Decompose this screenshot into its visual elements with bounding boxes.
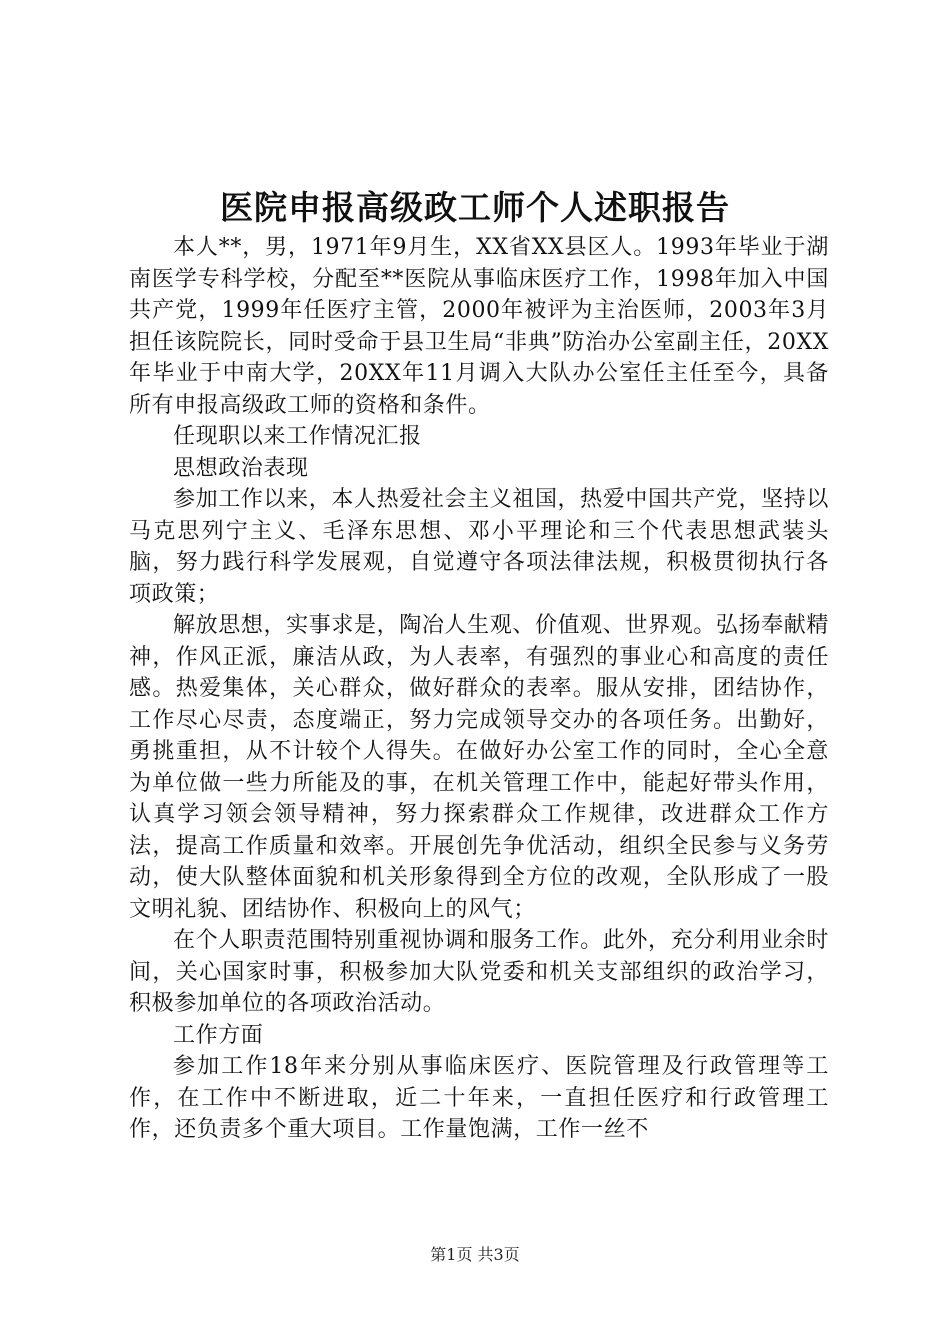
section-heading-political: 思想政治表现 [173,455,309,481]
paragraph-work-1: 参加工作18年来分别从事临床医疗、医院管理及行政管理等工作，在工作中不断进取，近二十年来，一直担任医疗和行政管理工作，还负责多个重大项目。工作量饱满，工作一丝不 [129,1054,829,1142]
paragraph-intro: 本人**，男，1971年9月生，XX省XX县区人。1993年毕业于湖南医学专科学校，分配至**医院从事临床医疗工作，1998年加入中国共产党，1999年任医疗主管，2000年被评为主治医师，2003年3月担任该院院长，同时受命于县卫生局“非典”防治办公室副主任，20XX年毕业于中南大学，20XX年11月调入大队办公室任主任至今，具备所有申报高级政工师的资格和条件。 [129,235,829,418]
paragraph-political-1: 参加工作以来，本人热爱社会主义祖国，热爱中国共产党，坚持以马克思列宁主义、毛泽东思想、邓小平理论和三个代表思想武装头脑，努力践行科学发展观，自觉遵守各项法律法规，积极贯彻执行各项政策； [129,487,829,607]
section-heading-work-report: 任现职以来工作情况汇报 [173,424,422,449]
section-heading-work: 工作方面 [173,1022,264,1048]
document-title: 医院申报高级政工师个人述职报告 [220,188,730,227]
paragraph-political-2: 解放思想，实事求是，陶冶人生观、价值观、世界观。弘扬奉献精神，作风正派，廉洁从政，为人表率，有强烈的事业心和高度的责任感。热爱集体，关心群众，做好群众的表率。服从安排，团结协作，工作尽心尽责，态度端正，努力完成领导交办的各项任务。出勤好，勇挑重担，从不计较个人得失。在做好办公室工作的同时，全心全意为单位做一些力所能及的事，在机关管理工作中，能起好带头作用，认真学习领会领导精神，努力探索群众工作规律，改进群众工作方法，提高工作质量和效率。开展创先争优活动，组织全民参与义务劳动，使大队整体面貌和机关形象得到全方位的改观，全队形成了一股文明礼貌、团结协作、积极向上的风气； [129,613,829,922]
document-body [129,232,829,1146]
paragraph-political-3: 在个人职责范围特别重视协调和服务工作。此外，充分利用业余时间，关心国家时事，积极参加大队党委和机关支部组织的政治学习，积极参加单位的各项政治活动。 [129,928,829,1016]
page-footer: 第1页 共3页 [430,1245,520,1264]
